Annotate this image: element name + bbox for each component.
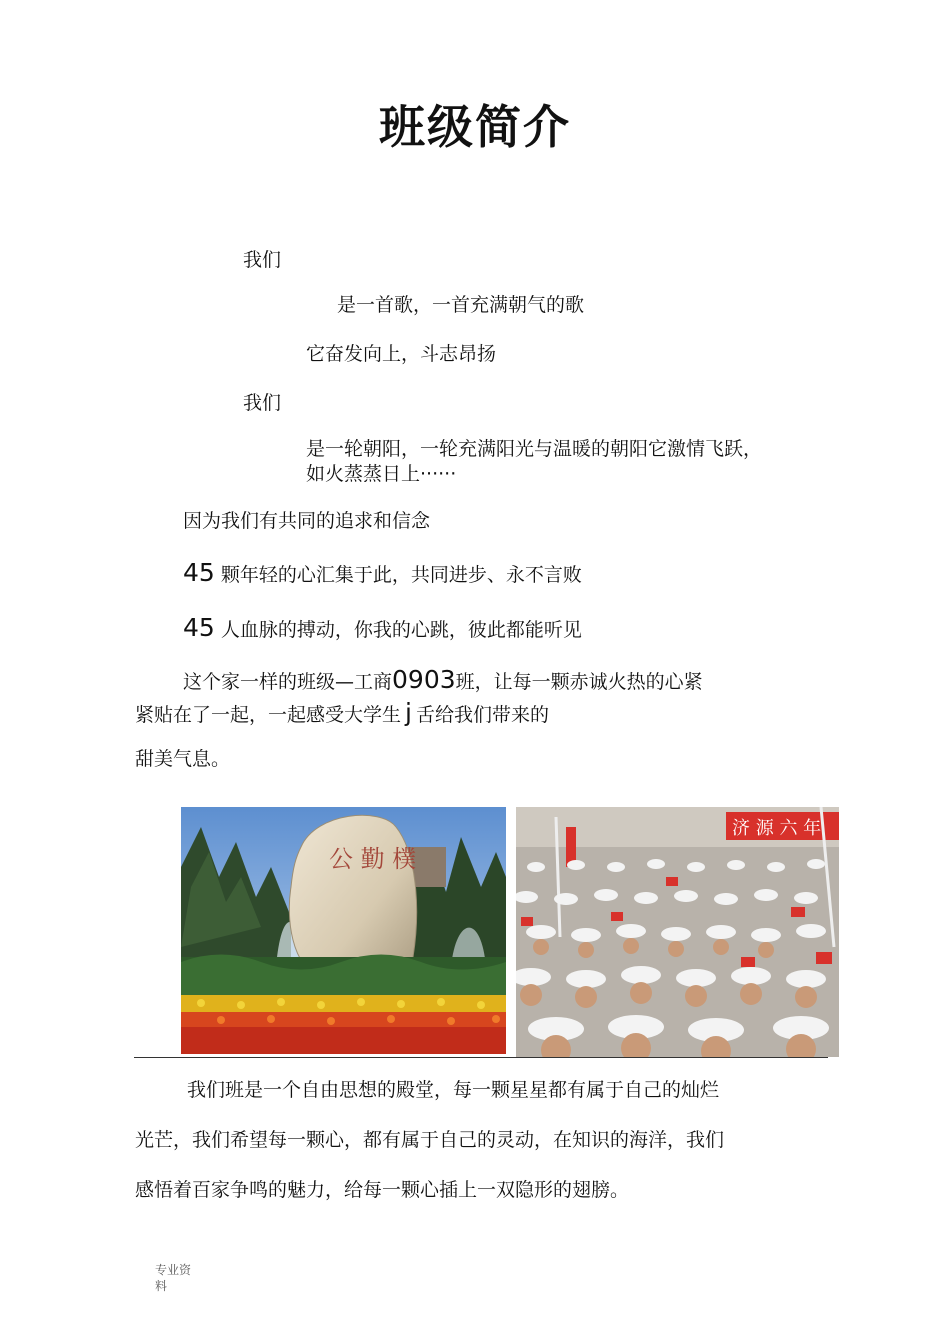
student-count-2: 45 (183, 613, 215, 642)
poem-line-3: 它奋发向上，斗志昂扬 (306, 343, 497, 365)
closing-line-3: 感悟着百家争鸣的魅力，给每一颗心插上一双隐形的翅膀。 (135, 1179, 630, 1201)
student-count: 45 (183, 558, 215, 587)
page-title: 班级简介 (379, 100, 571, 154)
intro-line-1: 因为我们有共同的追求和信念 (183, 510, 431, 532)
intro-line-4-post: 班，让每一颗赤诚火热的心紧 (455, 671, 703, 693)
intro-line-2 (183, 560, 582, 585)
intro-line-3-text: 人血脉的搏动，你我的心跳，彼此都能听见 (220, 619, 582, 641)
intro-line-4 (183, 667, 703, 692)
footer-line-2: 料 (155, 1279, 168, 1293)
intro-line-5-pre: 紧贴在了一起，一起感受大学生 (135, 704, 402, 726)
intro-line-5 (135, 700, 549, 725)
intro-line-2-text: 颗年轻的心汇集于此，共同进步、永不言败 (220, 564, 582, 586)
poem-line-5a: 是一轮朝阳，一轮充满阳光与温暖的朝阳它激情飞跃， (306, 438, 763, 460)
section-divider (134, 1057, 828, 1058)
poem-line-1: 我们 (243, 249, 282, 271)
footer-note (155, 1262, 191, 1294)
poem-line-4: 我们 (243, 392, 282, 414)
closing-line-1: 我们班是一个自由思想的殿堂，每一颗星星都有属于自己的灿烂 (187, 1079, 720, 1101)
class-number: 0903 (392, 665, 456, 694)
intro-line-5-post: 舌给我们带来的 (415, 704, 549, 726)
banner-text: 济 源 六 年 (732, 818, 822, 839)
intro-line-3 (183, 615, 582, 640)
closing-line-2: 光芒，我们希望每一颗心，都有属于自己的灵动，在知识的海洋，我们 (135, 1129, 725, 1151)
crowd-photo (516, 807, 839, 1057)
stone-monument-photo (181, 807, 506, 1054)
poem-line-2: 是一首歌，一首充满朝气的歌 (337, 294, 585, 316)
intro-line-6: 甜美气息。 (135, 748, 231, 770)
poem-line-5b: 如火蒸蒸日上······ (306, 463, 457, 485)
intro-line-5-j: j (405, 698, 412, 727)
stone-carving-text: 公 勤 樸 (329, 845, 417, 873)
footer-line-1: 专业资 (155, 1263, 192, 1277)
intro-line-4-pre: 这个家一样的班级—工商 (183, 671, 393, 693)
